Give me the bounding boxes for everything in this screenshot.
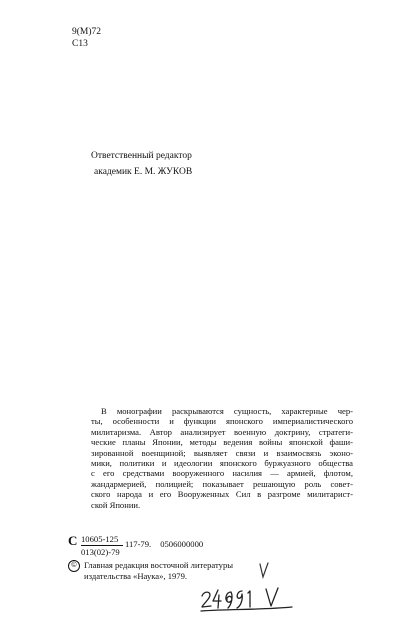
abstract-paragraph — [91, 406, 353, 510]
abstract-line: зированной военщиной; выявляет связи и взаимосвязь эконо- — [91, 447, 353, 458]
abstract-line: ты, особенности и функции японского империалистического — [91, 416, 353, 427]
editor-name: академик Е. М. ЖУКОВ — [94, 167, 193, 177]
editor-block — [91, 148, 192, 180]
handwriting-graphic — [200, 586, 310, 612]
copyright-icon: © — [68, 560, 80, 572]
abstract-line: ского народа и его Вооруженных Сил в разгроме милитарист- — [91, 489, 353, 500]
abstract-line: ческие планы Японии, методы ведения войны японской фаши- — [91, 437, 353, 448]
classification-line-2: С13 — [72, 39, 88, 49]
handwritten-inventory-number — [200, 586, 310, 612]
classification-code — [72, 26, 101, 50]
index-code: 0506000000 — [160, 539, 204, 549]
index-letter: С — [68, 533, 78, 548]
check-mark — [258, 562, 270, 585]
abstract-line: В монографии раскрываются сущность, характерные чер- — [101, 406, 353, 416]
abstract-line: мики, политики и идеологии японского буржуазного общества — [91, 458, 353, 469]
check-icon — [258, 562, 270, 580]
abstract-line: жандармерией, полицией; показывает решающую роль совет- — [91, 478, 353, 489]
abstract-line: с его средствами вооруженного насилия — армией, флотом, — [91, 468, 353, 479]
copyright-line-1: Главная редакция восточной литературы — [84, 560, 234, 570]
index-fraction — [81, 534, 123, 557]
abstract-line: милитаризма. Автор анализирует военную доктрину, стратеги- — [91, 426, 353, 437]
editor-role: Ответственный редактор — [91, 151, 192, 161]
fraction-rule — [81, 545, 123, 546]
index-tail — [125, 539, 203, 549]
copyright-text — [84, 560, 233, 581]
index-suffix: 117-79. — [125, 539, 152, 549]
index-numerator: 10605-125 — [81, 534, 119, 544]
copyright-line-2: издательства «Наука», 1979. — [84, 570, 188, 581]
index-denominator: 013(02)-79 — [81, 547, 120, 557]
abstract-line: ской Японии. — [91, 499, 141, 510]
classification-line-1: 9(М)72 — [72, 27, 102, 37]
